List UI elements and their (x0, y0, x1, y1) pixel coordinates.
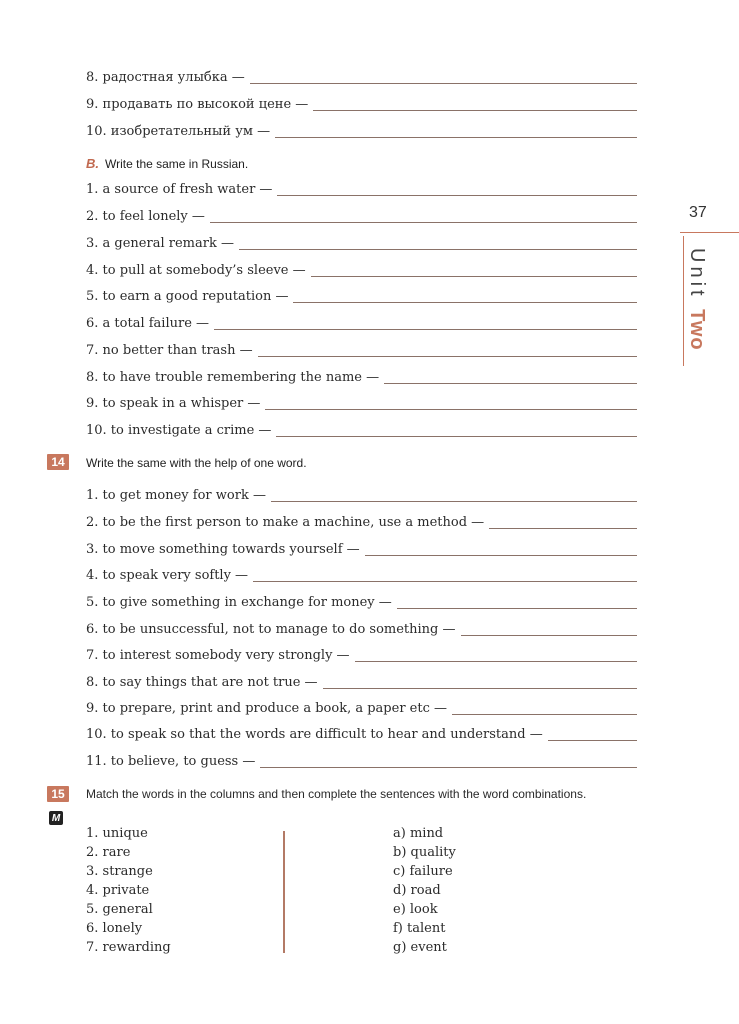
column-divider (283, 831, 285, 953)
side-vertical-rule (683, 236, 684, 366)
exercise-number-badge: 14 (47, 454, 69, 470)
answer-blank[interactable] (271, 501, 637, 502)
answer-blank[interactable] (452, 714, 637, 715)
left-column-item: 6. lonely (86, 921, 143, 936)
answer-blank[interactable] (275, 137, 637, 138)
item-text: 10. to investigate a crime — (86, 423, 272, 438)
exercise-line (86, 727, 637, 743)
exercise-line (86, 97, 637, 113)
item-text: 5. to give something in exchange for money — (86, 595, 392, 610)
right-column-item: f) talent (393, 921, 446, 936)
exercise-line (86, 488, 637, 504)
exercise-line (86, 622, 637, 638)
item-text: 7. no better than trash — (86, 343, 253, 358)
answer-blank[interactable] (323, 688, 637, 689)
item-text: 8. to have trouble remembering the name — (86, 370, 380, 385)
unit-label: Unit (686, 248, 708, 300)
exercise-line (86, 754, 637, 770)
right-column-item: c) failure (393, 864, 453, 879)
answer-blank[interactable] (239, 249, 637, 250)
exercise-line (86, 209, 637, 225)
left-column-item: 5. general (86, 902, 153, 917)
exercise-line (86, 515, 637, 531)
item-text: 10. изобретательный ум — (86, 124, 271, 139)
item-text: 4. to speak very softly — (86, 568, 249, 583)
exercise-15-instruction: Match the words in the columns and then complete the sentences with the word combinations. (86, 787, 587, 801)
answer-blank[interactable] (276, 436, 637, 437)
answer-blank[interactable] (260, 767, 637, 768)
answer-blank[interactable] (293, 302, 637, 303)
answer-blank[interactable] (365, 555, 637, 556)
exercise-14-instruction: Write the same with the help of one word. (86, 456, 307, 470)
exercise-line (86, 648, 637, 664)
item-text: 5. to earn a good reputation — (86, 289, 289, 304)
item-text: 8. to say things that are not true — (86, 675, 318, 690)
item-text: 1. a source of fresh water — (86, 182, 273, 197)
exercise-line (86, 396, 637, 412)
item-text: 11. to believe, to guess — (86, 754, 256, 769)
exercise-line (86, 701, 637, 717)
exercise-number-badge: 15 (47, 786, 69, 802)
item-text: 4. to pull at somebody’s sleeve — (86, 263, 306, 278)
item-text: 3. a general remark — (86, 236, 234, 251)
answer-blank[interactable] (313, 110, 637, 111)
exercise-line (86, 542, 637, 558)
left-column-item: 4. private (86, 883, 150, 898)
exercise-line (86, 289, 637, 305)
part-b-instruction: Write the same in Russian. (105, 157, 249, 171)
exercise-line (86, 236, 637, 252)
item-text: 9. to speak in a whisper — (86, 396, 261, 411)
item-text: 9. to prepare, print and produce a book, a paper etc — (86, 701, 448, 716)
unit-tab (685, 248, 708, 351)
left-column-item: 3. strange (86, 864, 153, 879)
left-column-item: 1. unique (86, 826, 148, 841)
unit-number: Two (686, 309, 708, 351)
answer-blank[interactable] (265, 409, 637, 410)
exercise-line (86, 316, 637, 332)
item-text: 6. a total failure — (86, 316, 210, 331)
right-column-item: d) road (393, 883, 441, 898)
right-column-item: e) look (393, 902, 438, 917)
answer-blank[interactable] (253, 581, 637, 582)
answer-blank[interactable] (355, 661, 637, 662)
item-text: 1. to get money for work — (86, 488, 266, 503)
answer-blank[interactable] (311, 276, 637, 277)
item-text: 2. to feel lonely — (86, 209, 205, 224)
answer-blank[interactable] (258, 356, 637, 357)
exercise-line (86, 263, 637, 279)
answer-blank[interactable] (384, 383, 637, 384)
answer-blank[interactable] (397, 608, 637, 609)
right-column-item: a) mind (393, 826, 444, 841)
item-text: 6. to be unsuccessful, not to manage to do something — (86, 622, 456, 637)
exercise-line (86, 370, 637, 386)
left-column-item: 2. rare (86, 845, 131, 860)
item-text: 10. to speak so that the words are difficult to hear and understand — (86, 727, 543, 742)
part-b-letter: B. (86, 156, 99, 171)
exercise-line (86, 595, 637, 611)
side-rule (680, 232, 739, 233)
exercise-line (86, 124, 637, 140)
right-column-item: g) event (393, 940, 447, 955)
answer-blank[interactable] (461, 635, 637, 636)
left-column-item: 7. rewarding (86, 940, 171, 955)
item-text: 3. to move something towards yourself — (86, 542, 360, 557)
answer-blank[interactable] (548, 740, 637, 741)
exercise-line (86, 568, 637, 584)
exercise-line (86, 182, 637, 198)
answer-blank[interactable] (489, 528, 637, 529)
exercise-line (86, 423, 637, 439)
exercise-line (86, 343, 637, 359)
m-icon: M (49, 811, 63, 825)
answer-blank[interactable] (210, 222, 637, 223)
part-b-heading (86, 156, 248, 171)
item-text: 9. продавать по высокой цене — (86, 97, 309, 112)
right-column-item: b) quality (393, 845, 456, 860)
item-text: 8. радостная улыбка — (86, 70, 245, 85)
page-number: 37 (689, 204, 707, 221)
item-text: 7. to interest somebody very strongly — (86, 648, 350, 663)
item-text: 2. to be the first person to make a machine, use a method — (86, 515, 485, 530)
exercise-line (86, 70, 637, 86)
answer-blank[interactable] (250, 83, 637, 84)
answer-blank[interactable] (214, 329, 637, 330)
exercise-line (86, 675, 637, 691)
answer-blank[interactable] (277, 195, 637, 196)
